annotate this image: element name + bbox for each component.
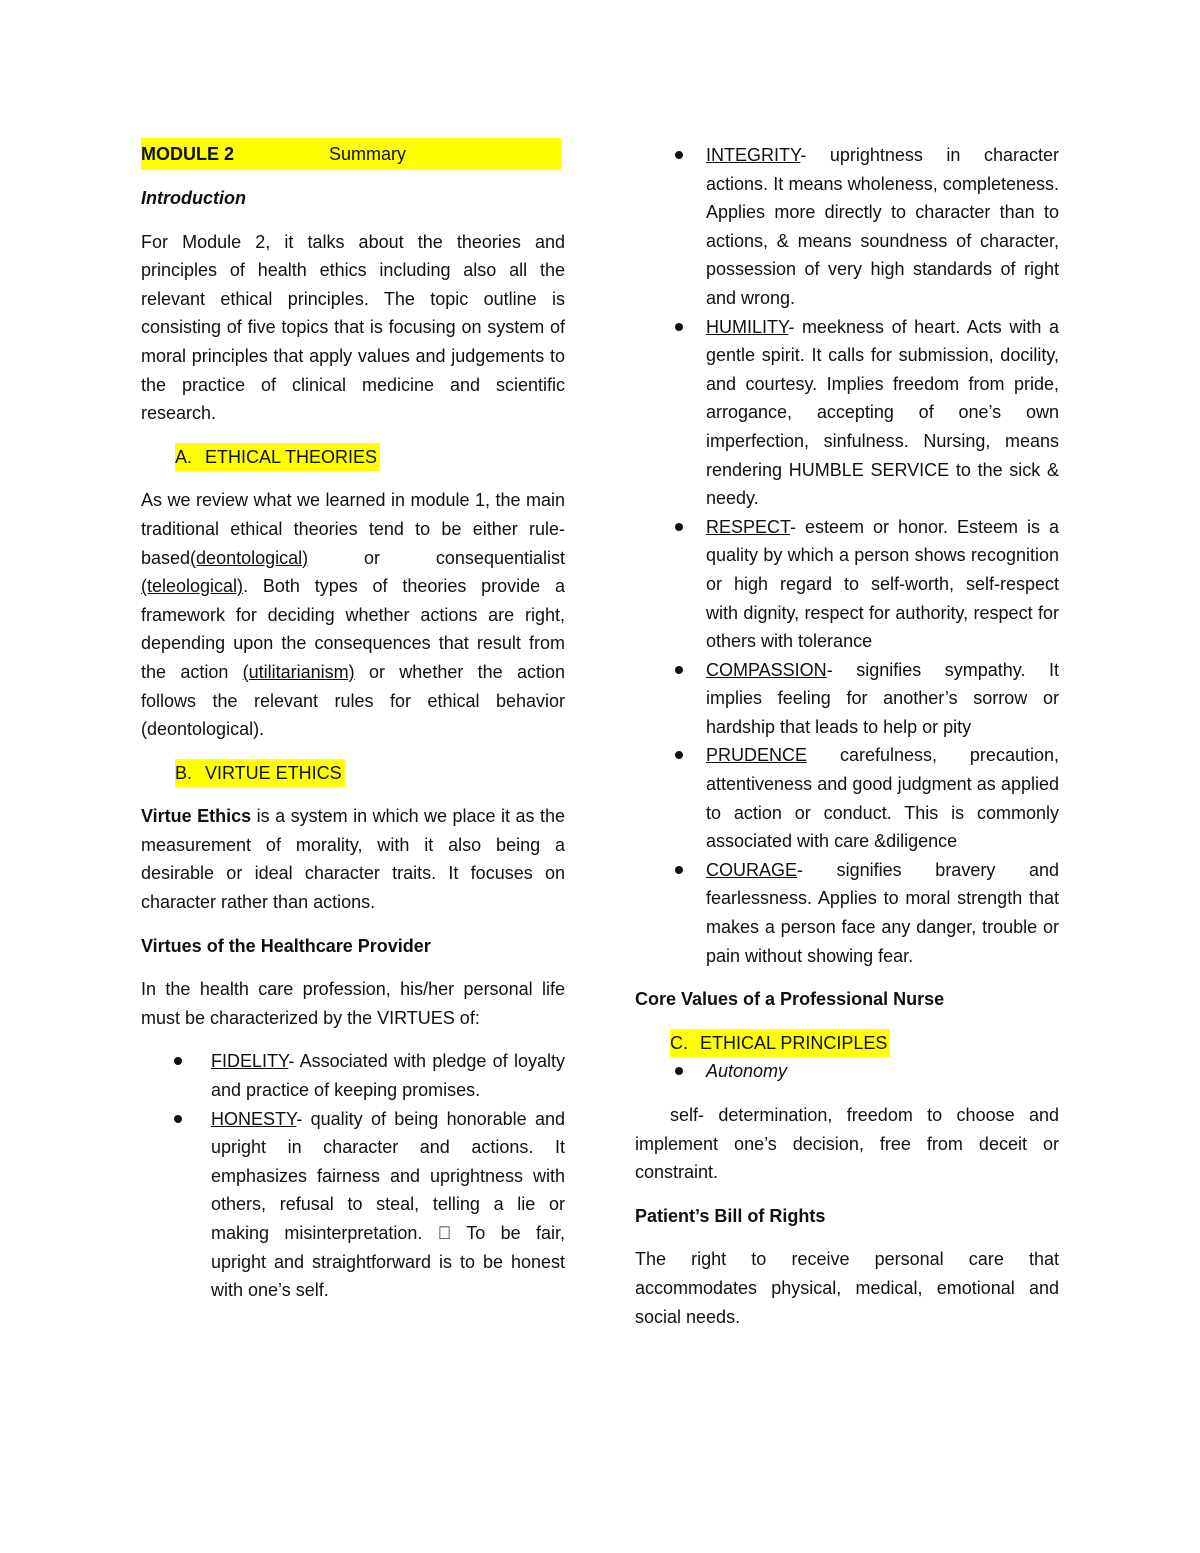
ethical-theories-paragraph: As we review what we learned in module 1, the main traditional ethical theories tend to be either rule-based(deontological) or consequentialist (teleological). Both types of theories provide a framework for deciding whether actions are right, depending upon the consequences that result from the action (utilitarianism) or whether the action follows the relevant rules for ethical behavior (deontological). bbox=[141, 490, 565, 740]
virtue-ethics-term: Virtue Ethics bbox=[141, 806, 252, 827]
virtues-list-right bbox=[635, 141, 1059, 970]
module-label: MODULE 2 bbox=[141, 143, 235, 164]
list-item: HUMILITY- meekness of heart. Acts with a gentle spirit. It calls for submission, docility, and courtesy. Implies freedom from pride, arrogance, accepting of one’s own imperfection, sinfulness. Nursing, means rendering HUMBLE SERVICE to the sick & needy. bbox=[635, 313, 1059, 513]
bullet-icon bbox=[675, 523, 683, 531]
bill-of-rights-heading: Patient’s Bill of Rights bbox=[635, 1205, 826, 1226]
section-a-title: ETHICAL THEORIES bbox=[205, 446, 378, 467]
utilitarianism-term: (utilitarianism) bbox=[242, 661, 355, 682]
bullet-icon bbox=[675, 151, 683, 159]
virtue-term: INTEGRITY bbox=[706, 145, 801, 165]
section-c-heading bbox=[635, 1029, 1059, 1058]
virtue-term: HUMILITY bbox=[706, 316, 789, 337]
left-column bbox=[141, 138, 565, 1305]
virtue-term: COURAGE bbox=[706, 859, 798, 880]
core-values-heading: Core Values of a Professional Nurse bbox=[635, 989, 945, 1010]
list-item: COMPASSION- signifies sympathy. It implies feeling for another’s sorrow or hardship that leads to help or pity bbox=[635, 656, 1059, 742]
virtues-intro: In the health care profession, his/her personal life must be characterized by the VIRTUES of: bbox=[141, 979, 565, 1028]
bullet-icon bbox=[174, 1057, 182, 1065]
right-column bbox=[635, 141, 1059, 1331]
bullet-icon bbox=[675, 1067, 683, 1075]
section-b-letter: B. bbox=[175, 762, 193, 783]
section-b-heading bbox=[141, 759, 565, 788]
section-b-title: VIRTUE ETHICS bbox=[205, 762, 342, 783]
list-item: COURAGE- signifies bravery and fearlessness. Applies to moral strength that makes a person face any danger, trouble or pain without showing fear. bbox=[635, 856, 1059, 970]
list-item: PRUDENCE carefulness, precaution, attentiveness and good judgment as applied to action or conduct. This is commonly associated with care &diligence bbox=[635, 741, 1059, 855]
list-item bbox=[635, 1057, 1059, 1086]
autonomy-paragraph: self- determination, freedom to choose and implement one’s decision, free from deceit or constraint. bbox=[635, 1105, 1059, 1183]
intro-heading: Introduction bbox=[141, 188, 246, 208]
bullet-icon bbox=[675, 866, 683, 874]
virtue-ethics-paragraph: Virtue Ethics is a system in which we place it as the measurement of morality, with it also being a desirable or ideal character traits. It focuses on character rather than actions. bbox=[141, 806, 565, 913]
virtue-term: FIDELITY bbox=[211, 1051, 289, 1072]
bullet-icon bbox=[675, 323, 683, 331]
bullet-icon bbox=[675, 751, 683, 759]
list-item: RESPECT- esteem or honor. Esteem is a quality by which a person shows recognition or high regard to self-worth, self-respect with dignity, respect for authority, respect for others with tolerance bbox=[635, 513, 1059, 656]
teleological-term: (teleological) bbox=[141, 576, 244, 597]
section-c-letter: C. bbox=[670, 1032, 688, 1053]
virtue-term: HONESTY bbox=[211, 1108, 297, 1129]
autonomy-term: Autonomy bbox=[706, 1061, 788, 1082]
bill-of-rights-paragraph: The right to receive personal care that accommodates physical, medical, emotional and social needs. bbox=[635, 1249, 1059, 1327]
list-item: HONESTY- quality of being honorable and upright in character and actions. It emphasizes fairness and uprightness with others, refusal to steal, telling a lie or making misinterpretation.   To be fair, upright and straightforward is to be honest with one’s self. bbox=[141, 1105, 565, 1305]
virtues-heading: Virtues of the Healthcare Provider bbox=[141, 935, 431, 956]
module-title-bar bbox=[141, 138, 561, 170]
principles-list bbox=[635, 1057, 1059, 1086]
bullet-icon bbox=[675, 666, 683, 674]
virtue-term: PRUDENCE bbox=[706, 745, 808, 766]
virtue-term: RESPECT bbox=[706, 516, 791, 537]
section-c-title: ETHICAL PRINCIPLES bbox=[700, 1032, 888, 1053]
list-item: FIDELITY- Associated with pledge of loyalty and practice of keeping promises. bbox=[141, 1047, 565, 1104]
section-a-letter: A. bbox=[175, 446, 193, 467]
deontological-term: (deontological) bbox=[190, 547, 309, 568]
summary-label: Summary bbox=[329, 143, 407, 164]
intro-paragraph: For Module 2, it talks about the theories and principles of health ethics including also all the relevant ethical principles. The topic outline is consisting of five topics that is focusing on system of moral principles that apply values and judgements to the practice of clinical medicine and scientific research. bbox=[141, 231, 565, 424]
bullet-icon bbox=[174, 1115, 182, 1123]
list-item: INTEGRITY- uprightness in character actions. It means wholeness, completeness. Applies more directly to character than to actions, & means soundness of character, possession of very high standards of right and wrong. bbox=[635, 141, 1059, 313]
virtue-term: COMPASSION bbox=[706, 659, 827, 680]
virtues-list-left bbox=[141, 1047, 565, 1304]
section-a-heading bbox=[141, 443, 565, 472]
